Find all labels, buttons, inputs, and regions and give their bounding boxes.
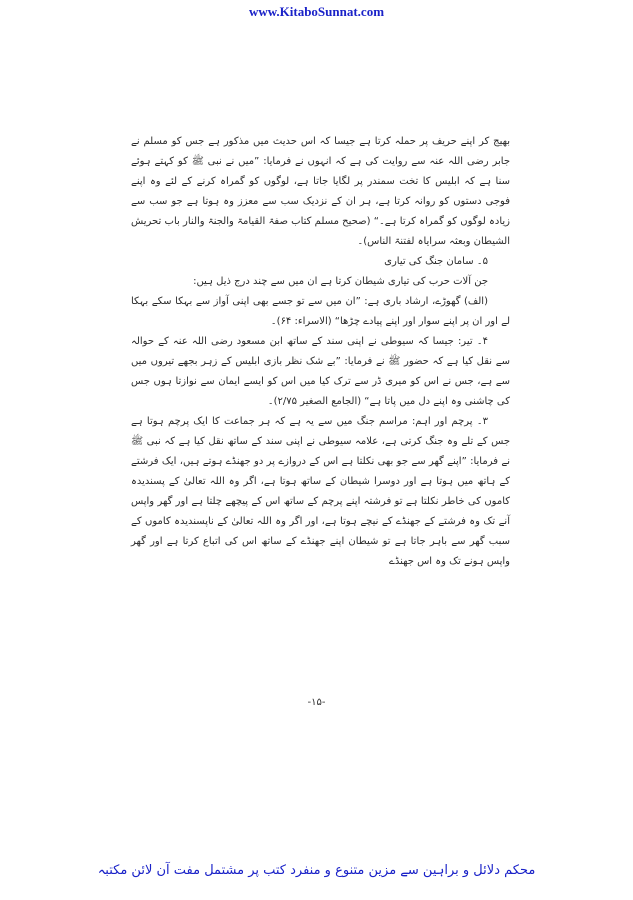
page-body bbox=[131, 132, 510, 572]
site-url-header[interactable]: www.KitaboSunnat.com bbox=[248, 4, 385, 19]
paragraph-horses: (الف) گھوڑے، ارشاد باری ہے: ”ان میں سے تو جسے بھی اپنی آواز سے بہکا سکے بہکا لے اور ان پر اپنے سوار اور اپنے پیادے چڑھا“ (الاسراء: ۶۴)۔ bbox=[131, 296, 510, 327]
page-number: -۱۵- bbox=[307, 697, 326, 708]
paragraph-flags: ۳۔ پرچم اور اہم: مراسم جنگ میں سے یہ ہے کہ ہر جماعت کا ایک پرچم ہوتا ہے جس کے تلے وہ جنگ کرتی ہے، علامہ سیوطی نے اپنی سند کے ساتھ نقل کیا ہے کہ نبی ﷺ نے فرمایا: ”اپنے گھر سے جو بھی نکلتا ہے اس کے دروازے پر دو جھنڈے ہوتے ہیں، ایک فرشتے کے ہاتھ میں ہوتا ہے اور دوسرا شیطان کے ساتھ ہوتا ہے، اگر وہ اللہ تعالیٰ کے پسندیدہ کاموں کی خاطر نکلتا ہے تو فرشتہ اپنے پرچم کے ساتھ اس کے پیچھے چلتا ہے اور گھر واپس آنے تک وہ فرشتے کے جھنڈے کے نیچے ہوتا ہے، اور اگر وہ اللہ تعالیٰ کے ناپسندیدہ کاموں کے سبب گھر سے باہر جاتا ہے تو شیطان اپنے جھنڈے کے ساتھ اس کی اتباع کرتا ہے اور گھر واپس ہونے تک وہ اس جھنڈے bbox=[131, 416, 510, 567]
paragraph-equipment-intro: جن آلات حرب کی تیاری شیطان کرتا ہے ان میں سے چند درج ذیل ہیں: bbox=[193, 276, 488, 287]
section-heading: ۵۔ سامان جنگ کی تیاری bbox=[384, 256, 488, 267]
paragraph-arrows: ۴۔ تیر: جیسا کہ سیوطی نے اپنی سند کے ساتھ ابن مسعود رضی اللہ عنہ کے حوالہ سے نقل کیا ہے کہ حضور ﷺ نے فرمایا: ”بے شک نظر بازی ابلیس کے زہر بجھے تیروں میں سے ہے، جس نے اس کو میری ڈر سے ترک کیا میں اس کو ایسے ایمان سے نوازتا ہوں جس کی چاشنی وہ اپنے دل میں پاتا ہے“ (الجامع الصغیر ۲/۷۵)۔ bbox=[131, 336, 510, 407]
footer-banner[interactable]: محکم دلائل و براہین سے مزین متنوع و منفرد کتب پر مشتمل مفت آن لائن مکتبہ bbox=[97, 863, 536, 878]
paragraph-intro: بھیج کر اپنے حریف پر حملہ کرتا ہے جیسا کہ اس حدیث میں مذکور ہے جس کو مسلم نے جابر رضی اللہ عنہ سے روایت کی ہے کہ انہوں نے فرمایا: ”میں نے نبی ﷺ کو کہتے ہوئے سنا ہے کہ ابلیس کا تخت سمندر پر لگایا جاتا ہے، لوگوں کو گمراہ کرنے کے لئے وہ اپنے فوجی دستوں کو روانہ کرتا ہے، ہر ان کے نزدیک سب سے معزز وہ ہوتا ہے جو سب سے زیادہ لوگوں کو گمراہ کرتا ہے۔“ (صحیح مسلم کتاب صفۃ القیامۃ والجنۃ والنار باب تحریش الشیطان وبعثہ سرایاہ لفتنۃ الناس)۔ bbox=[131, 136, 510, 247]
